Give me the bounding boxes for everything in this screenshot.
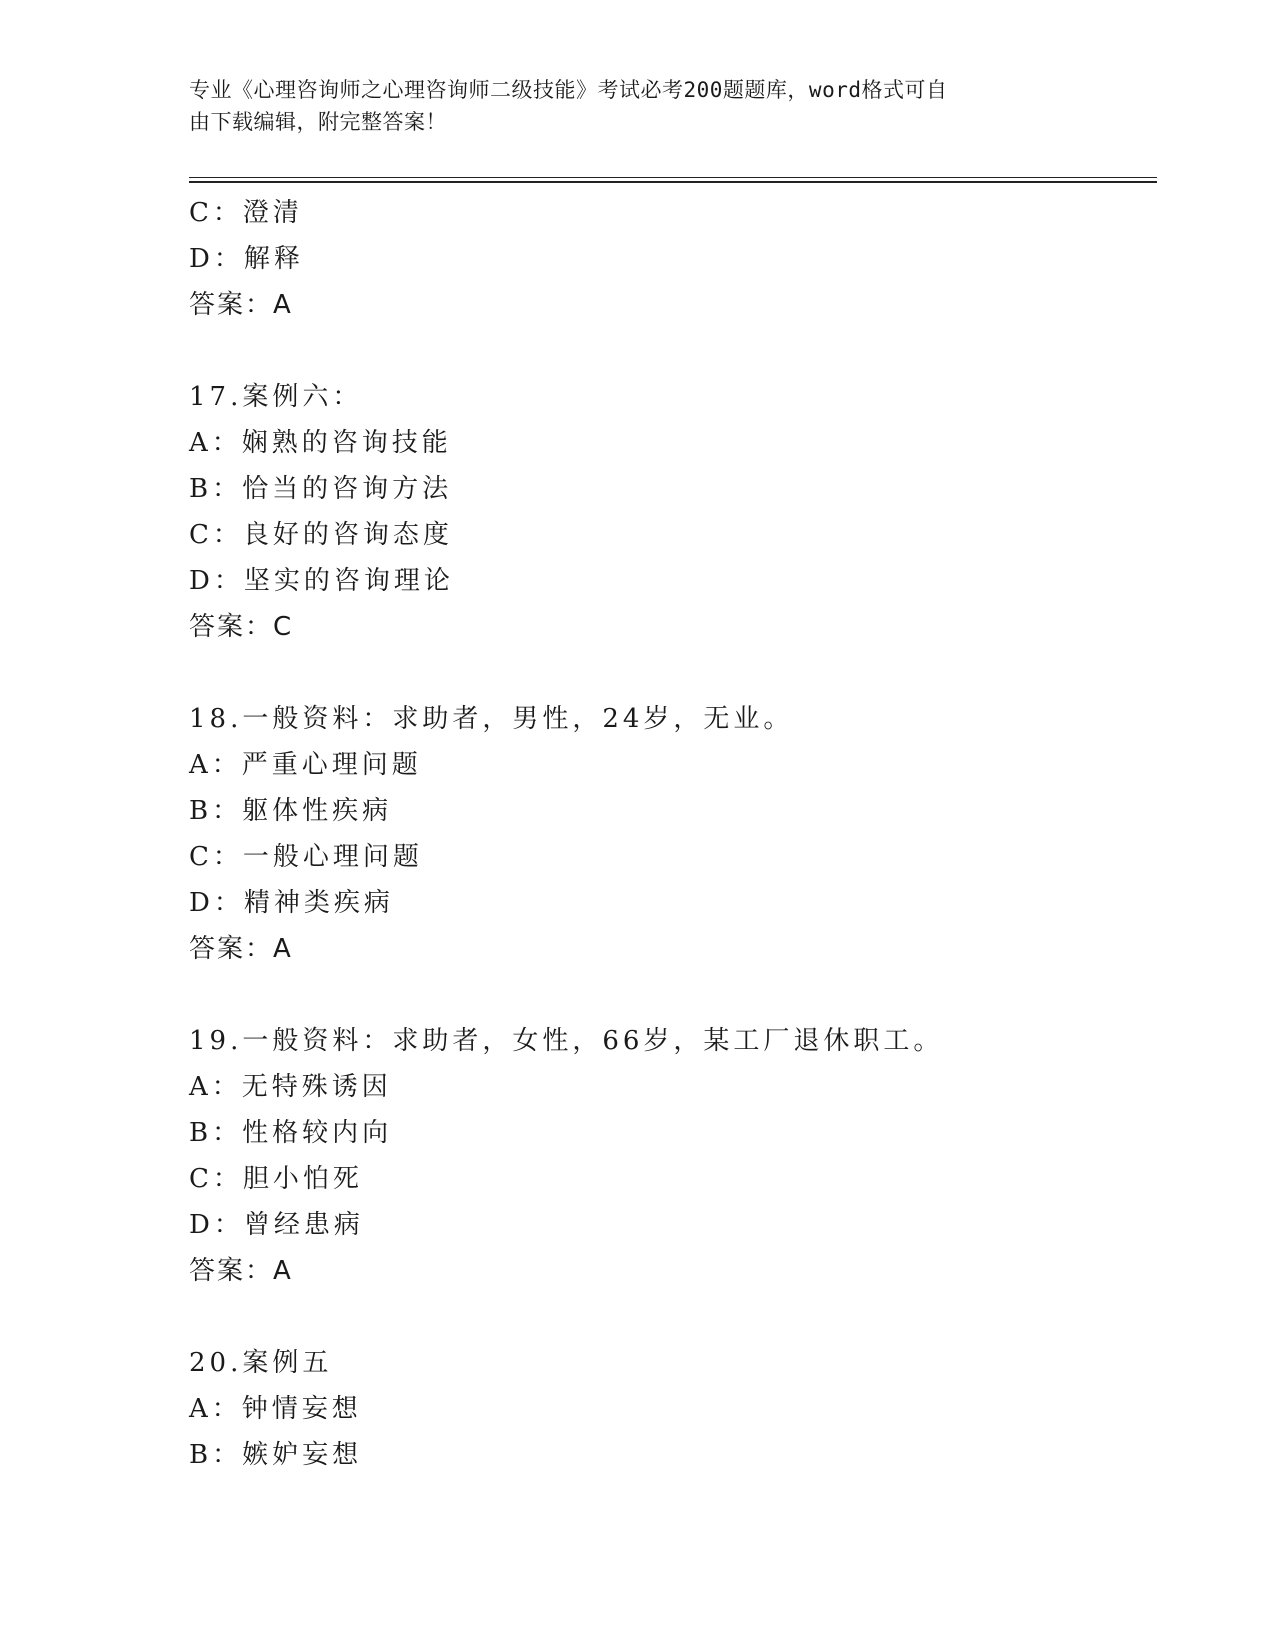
option-line: C：胆小怕死	[189, 1164, 363, 1194]
option-line: A：无特殊诱因	[189, 1072, 392, 1102]
option-line: D：精神类疾病	[189, 888, 394, 918]
option-line: B：恰当的咨询方法	[189, 474, 453, 504]
question-list	[189, 190, 1157, 1478]
option-line: C：澄清	[189, 198, 303, 228]
header-line-1: 专业《心理咨询师之心理咨询师二级技能》考试必考200题题库，word格式可自	[189, 78, 948, 102]
question-spacer	[189, 972, 1157, 1018]
option-line: C：良好的咨询态度	[189, 520, 453, 550]
header-divider-thick	[189, 181, 1157, 183]
question-stem: 18.一般资料：求助者，男性，24岁，无业。	[189, 704, 794, 734]
option-line: A：严重心理问题	[189, 750, 422, 780]
header-line-2: 由下载编辑，附完整答案！	[189, 110, 447, 134]
question-stem: 19.一般资料：求助者，女性，66岁，某工厂退休职工。	[189, 1026, 944, 1056]
question-stem: 20.案例五	[189, 1348, 333, 1378]
question-spacer	[189, 650, 1157, 696]
document-header	[189, 74, 1069, 138]
option-line: A：娴熟的咨询技能	[189, 428, 452, 458]
option-line: D：坚实的咨询理论	[189, 566, 454, 596]
option-line: B：躯体性疾病	[189, 796, 393, 826]
option-line: C：一般心理问题	[189, 842, 423, 872]
option-line: D：曾经患病	[189, 1210, 364, 1240]
question-spacer	[189, 1294, 1157, 1340]
question-stem: 17.案例六：	[189, 382, 363, 412]
answer-line: 答案：A	[189, 1256, 293, 1286]
answer-line: 答案：C	[189, 612, 294, 642]
option-line: B：嫉妒妄想	[189, 1440, 363, 1470]
header-divider-thin	[189, 177, 1157, 178]
question-spacer	[189, 328, 1157, 374]
option-line: A：钟情妄想	[189, 1394, 362, 1424]
option-line: B：性格较内向	[189, 1118, 393, 1148]
answer-line: 答案：A	[189, 290, 293, 320]
answer-line: 答案：A	[189, 934, 293, 964]
option-line: D：解释	[189, 244, 304, 274]
